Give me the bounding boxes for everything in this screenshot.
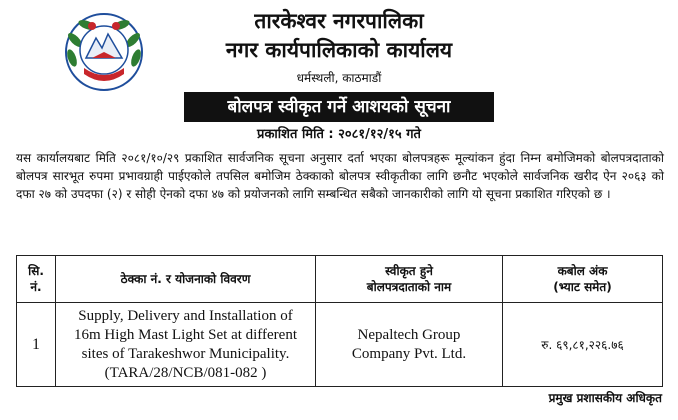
notice-title: बोलपत्र स्वीकृत गर्ने आशयको सूचना — [184, 92, 494, 122]
office-location: धर्मस्थली, काठमाडौं — [296, 71, 382, 85]
header-text: (भ्याट समेत) — [553, 280, 612, 294]
header-text: सि. — [28, 264, 44, 278]
bidder-line: Company Pvt. Ltd. — [351, 345, 467, 362]
bid-table — [16, 255, 663, 387]
description-line: Supply, Delivery and Installation of — [78, 307, 293, 324]
description-line: (TARA/28/NCB/081-082 ) — [104, 364, 267, 381]
table-header-row — [17, 256, 663, 303]
description-line: 16m High Mast Light Set at different — [73, 326, 298, 343]
header-amount — [503, 256, 663, 303]
row-amount: रु. ६९,८१,२२६.७६ — [503, 303, 663, 387]
header-serial-number — [17, 256, 56, 303]
published-date: प्रकाशित मिति : २०८१/१२/१५ गते — [257, 127, 421, 142]
bidder-line: Nepaltech Group — [357, 326, 461, 343]
notice-body: यस कार्यालयबाट मिति २०८१/१०/२९ प्रकाशित सार्वजनिक सूचना अनुसार दर्ता भएका बोलपत्रहरू मूल्यांकन हुंदा निम्न बमोजिमको बोलपत्रदाताको बोलपत्र सारभूत रुपमा प्रभावग्राही पाईएकोले तपसिल बमोजिम ठेक्काको बोलपत्र स्वीकृतीका लागि छनौट भएकोले सार्वजनिक खरीद ऐन २०६३ को दफा २७ को उपदफा (२) र सोही ऐनको दफा ४७ को प्रयोजनको लागि सम्बन्धित सबैको जानकारीको लागि यो सूचना प्रकाशित गरिएको छ । — [16, 151, 664, 201]
municipality-name: तारकेश्वर नगरपालिका — [254, 9, 424, 33]
header-text: कबोल अंक — [557, 264, 608, 278]
header-text: स्वीकृत हुने — [385, 264, 433, 278]
header-text: बोलपत्रदाताको नाम — [366, 280, 452, 294]
row-serial-number: 1 — [17, 303, 56, 387]
description-line: sites of Tarakeshwor Municipality. — [81, 345, 290, 362]
table-row — [17, 303, 663, 387]
signatory-title: प्रमुख प्रशासकीय अधिकृत — [548, 391, 662, 405]
header-description — [56, 256, 316, 303]
row-description — [56, 303, 316, 387]
header-text: नं. — [30, 280, 42, 294]
header-text: ठेक्का नं. र योजनाको विवरण — [120, 272, 251, 286]
row-bidder — [316, 303, 503, 387]
office-name: नगर कार्यपालिकाको कार्यालय — [225, 38, 453, 62]
header-bidder — [316, 256, 503, 303]
